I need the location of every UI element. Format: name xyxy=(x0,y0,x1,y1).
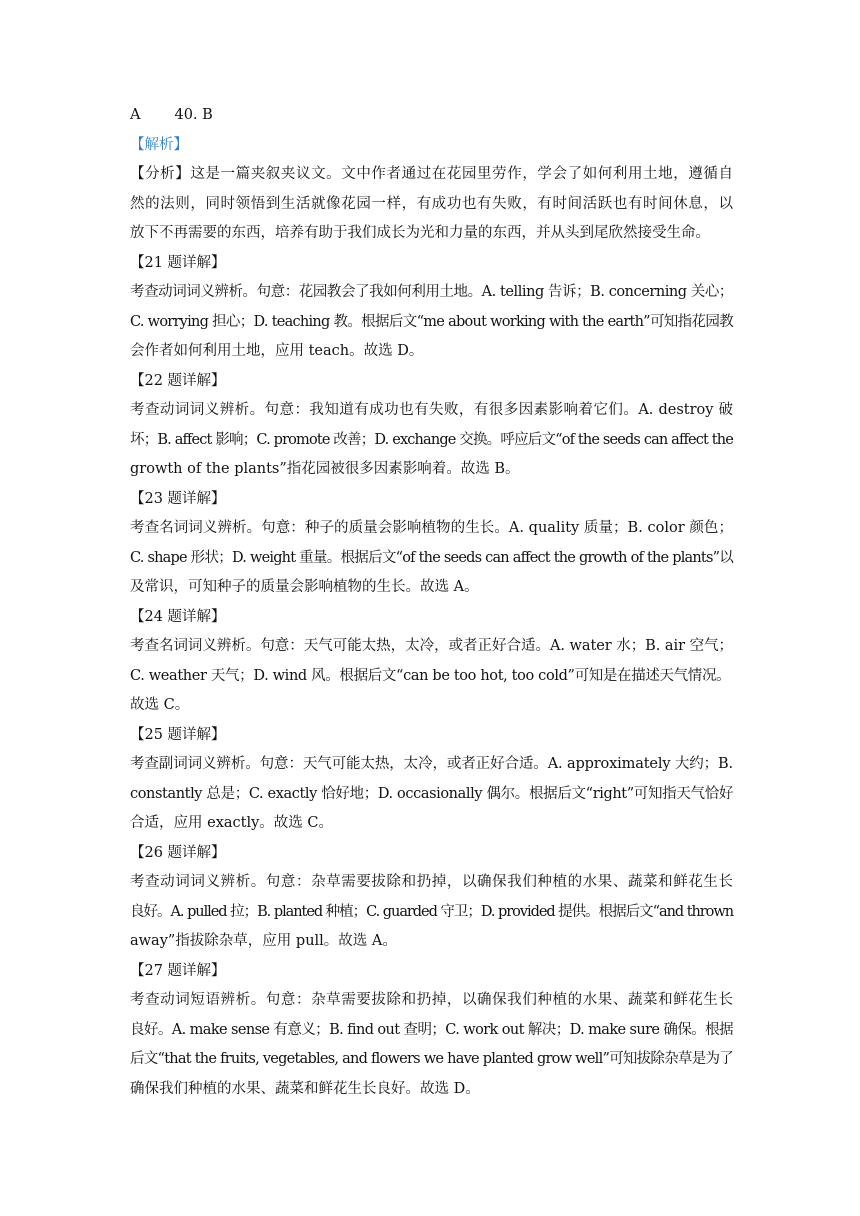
paragraph-line: 放下不再需要的东西，培养有助于我们成长为光和力量的东西，并从头到尾欣然接受生命。 xyxy=(130,225,710,241)
paragraph-line: growth of the plants”指花园被很多因素影响着。故选 B。 xyxy=(130,461,520,477)
answer-right: 40. B xyxy=(174,107,213,123)
question-heading: 【21 题详解】 xyxy=(130,254,226,271)
paragraph-line: 及常识，可知种子的质量会影响植物的生长。故选 A。 xyxy=(130,579,479,595)
paragraph-line: 会作者如何利用土地，应用 teach。故选 D。 xyxy=(130,343,424,359)
paragraph-line: 确保我们种植的水果、蔬菜和鲜花生长良好。故选 D。 xyxy=(130,1080,480,1097)
question-explanation-26 xyxy=(130,839,733,957)
paragraph-line: 坏；B. affect 影响；C. promote 改善；D. exchange 交换。呼应后文“of the seeds can affect the xyxy=(130,431,733,448)
paragraph-line: C. worrying 担心；D. teaching 教。根据后文“me about working with the earth”可知指花园教 xyxy=(130,313,733,330)
paragraph-line: 故选 C。 xyxy=(130,697,190,713)
question-explanation-21 xyxy=(130,249,733,367)
question-explanation-27 xyxy=(130,957,733,1105)
question-heading: 【23 题详解】 xyxy=(130,490,226,507)
paragraph-line: 然的法则，同时领悟到生活就像花园一样，有成功也有失败，有时间活跃也有时间休息，以 xyxy=(130,195,733,212)
paragraph-line: 【分析】这是一篇夹叙夹议文。文中作者通过在花园里劳作，学会了如何利用土地，遵循自 xyxy=(130,166,733,182)
question-explanation-25 xyxy=(130,721,733,839)
paragraph-line: constantly 总是；C. exactly 恰好地；D. occasionally 偶尔。根据后文“right”可知指天气恰好 xyxy=(130,785,733,802)
document-page xyxy=(130,101,733,1104)
paragraph-line: 考查动词词义辨析。句意：花园教会了我如何利用土地。A. telling 告诉；B. concerning 关心； xyxy=(130,284,733,300)
paragraph-line: 考查动词词义辨析。句意：我知道有成功也有失败，有很多因素影响着它们。A. destroy 破 xyxy=(130,402,733,418)
paragraph-line: away”指拔除杂草，应用 pull。故选 A。 xyxy=(130,933,397,949)
paragraph-line: 良好。A. pulled 拉；B. planted 种植；C. guarded 守卫；D. provided 提供。根据后文“and thrown xyxy=(130,903,733,920)
paragraph-line: 考查名词词义辨析。句意：种子的质量会影响植物的生长。A. quality 质量；B. color 颜色； xyxy=(130,520,733,536)
paragraph-line: 考查副词词义辨析。句意：天气可能太热，太冷，或者正好合适。A. approximately 大约；B. xyxy=(130,756,733,772)
paragraph-line: C. shape 形状；D. weight 重量。根据后文“of the seeds can affect the growth of the plants”以 xyxy=(130,549,733,566)
question-heading: 【25 题详解】 xyxy=(130,726,226,743)
paragraph-line: 良好。A. make sense 有意义；B. find out 查明；C. work out 解决；D. make sure 确保。根据 xyxy=(130,1021,733,1038)
question-heading: 【27 题详解】 xyxy=(130,962,226,979)
paragraph-line: C. weather 天气；D. wind 风。根据后文“can be too hot, too cold”可知是在描述天气情况。 xyxy=(130,667,731,684)
paragraph-line: 合适，应用 exactly。故选 C。 xyxy=(130,815,333,831)
paragraph-line: 考查名词词义辨析。句意：天气可能太热，太冷，或者正好合适。A. water 水；B. air 空气； xyxy=(130,638,733,654)
question-heading: 【26 题详解】 xyxy=(130,844,226,861)
paragraph-line: 考查动词词义辨析。句意：杂草需要拔除和扔掉，以确保我们种植的水果、蔬菜和鲜花生长 xyxy=(130,874,733,890)
question-explanation-24 xyxy=(130,603,733,721)
analysis-label: 【解析】 xyxy=(130,136,188,153)
question-explanation-23 xyxy=(130,485,733,603)
question-heading: 【24 题详解】 xyxy=(130,608,226,625)
analysis-paragraph xyxy=(130,160,733,249)
question-explanation-22 xyxy=(130,367,733,485)
paragraph-line: 后文“that the fruits, vegetables, and flowers we have planted grow well”可知拔除杂草是为了 xyxy=(130,1051,733,1067)
paragraph-line: 考查动词短语辨析。句意：杂草需要拔除和扔掉，以确保我们种植的水果、蔬菜和鲜花生长 xyxy=(130,992,733,1008)
question-heading: 【22 题详解】 xyxy=(130,372,226,389)
answer-line xyxy=(130,101,733,131)
answer-left: A xyxy=(130,107,141,123)
